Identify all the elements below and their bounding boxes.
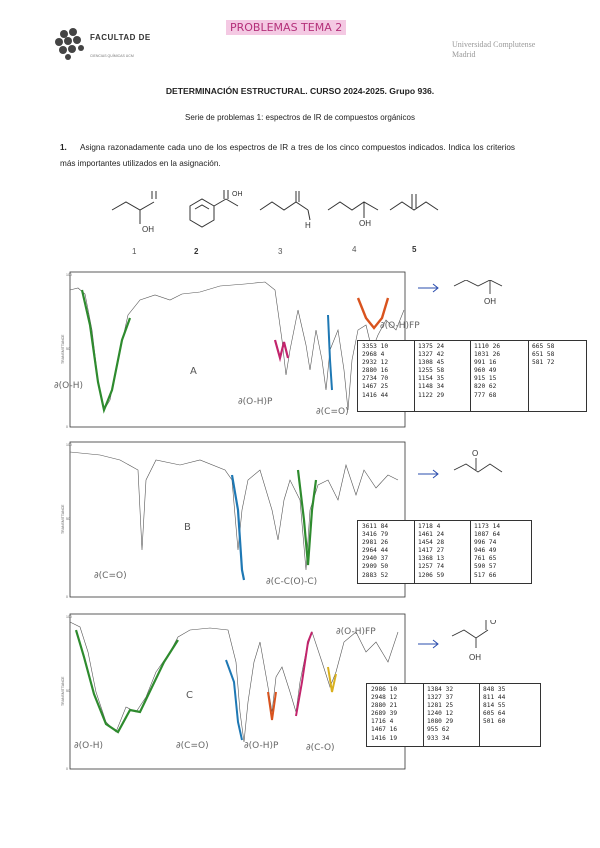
table-cell: 1255 58	[418, 367, 445, 375]
question-number: 1.	[60, 143, 67, 152]
molecule-label-1: 1	[132, 247, 137, 256]
table-cell: 933 34	[427, 734, 450, 742]
table-cell: 517 66	[474, 571, 497, 579]
annot-b-co: ∂(C=O)	[94, 571, 127, 581]
svg-text:TRANSMITTANCE: TRANSMITTANCE	[61, 334, 65, 364]
spectrum-b-letter: B	[184, 522, 191, 533]
arrow-c	[418, 640, 438, 648]
table-a-col-4	[532, 343, 554, 367]
table-b-col-1	[362, 523, 388, 580]
table-cell: 3353 10	[362, 343, 389, 350]
table-cell: 2880 16	[362, 367, 389, 375]
table-cell: 2968 4	[362, 351, 385, 359]
table-cell: 651 58	[532, 351, 555, 359]
faculty-logo	[50, 26, 92, 60]
university-name	[452, 40, 535, 60]
question-1	[60, 140, 515, 172]
table-cell: 777 68	[474, 391, 497, 399]
answer-b-atom: O	[472, 450, 479, 458]
annot-c-c-o: ∂(C-O)	[306, 743, 335, 753]
table-cell: 1716 4	[371, 718, 394, 726]
table-cell: 1454 28	[418, 539, 445, 547]
table-cell: 605 64	[483, 710, 506, 718]
svg-text:50: 50	[66, 347, 70, 351]
svg-text:0: 0	[66, 767, 68, 771]
annot-a-ohfp: ∂(O-H)FP	[380, 321, 420, 331]
table-cell: 1206 59	[418, 571, 445, 579]
table-cell: 2883 52	[362, 571, 389, 579]
table-c-col-3	[483, 686, 505, 726]
svg-text:100: 100	[66, 443, 72, 447]
university-line-1: Universidad Complutense	[452, 40, 536, 49]
table-cell: 3611 84	[362, 523, 389, 530]
table-cell: 3416 79	[362, 531, 389, 539]
table-cell: 848 35	[483, 686, 506, 693]
mol-4-atom: OH	[359, 219, 371, 228]
table-cell: 2909 50	[362, 563, 389, 571]
table-b-col-2	[418, 523, 444, 580]
mol-2-atom: OH	[232, 191, 243, 198]
faculty-name: FACULTAD DE	[90, 33, 151, 42]
table-cell: 814 55	[483, 702, 506, 710]
table-cell: 811 44	[483, 694, 506, 702]
table-cell: 1718 4	[418, 523, 441, 530]
answer-a-atom: OH	[484, 297, 496, 306]
peak-table-b	[357, 520, 532, 584]
table-cell: 946 49	[474, 547, 497, 555]
document-title: DETERMINACIÓN ESTRUCTURAL. CURSO 2024-2025. Grupo 936.	[165, 86, 435, 96]
svg-text:50: 50	[66, 517, 70, 521]
spectrum-a-letter: A	[190, 366, 197, 377]
table-cell: 1327 42	[418, 351, 445, 359]
table-cell: 1080 29	[427, 718, 454, 726]
table-cell: 1461 24	[418, 531, 445, 539]
table-cell: 915 15	[474, 375, 497, 383]
table-cell: 1257 74	[418, 563, 445, 571]
series-title: Serie de problemas 1: espectros de IR de compuestos orgánicos	[185, 113, 415, 122]
table-cell: 1308 45	[418, 359, 445, 367]
table-a-col-1	[362, 343, 388, 400]
table-cell: 1087 64	[474, 531, 501, 539]
svg-text:TRANSMITTANCE: TRANSMITTANCE	[61, 504, 65, 534]
peak-table-c	[366, 683, 541, 747]
molecules-row	[100, 188, 440, 260]
mol-3-atom: H	[305, 221, 311, 230]
table-cell: 955 62	[427, 726, 450, 734]
table-c-col-1	[371, 686, 397, 743]
molecule-label-2: 2	[194, 247, 199, 256]
table-cell: 2689 39	[371, 710, 398, 718]
table-cell: 1384 32	[427, 686, 454, 693]
molecule-3-drawing	[260, 191, 310, 220]
table-a-col-2	[418, 343, 444, 400]
table-cell: 590 57	[474, 563, 497, 571]
table-cell: 2964 44	[362, 547, 389, 555]
table-cell: 1031 26	[474, 351, 501, 359]
svg-text:50: 50	[66, 689, 70, 693]
table-cell: 1148 34	[418, 383, 445, 391]
table-cell: 1416 19	[371, 734, 398, 742]
molecule-4-drawing	[328, 202, 378, 218]
svg-text:0: 0	[66, 425, 68, 429]
table-cell: 2940 37	[362, 555, 389, 563]
table-cell: 1368 13	[418, 555, 445, 563]
table-cell: 761 65	[474, 555, 497, 563]
mol-1-atom: OH	[142, 225, 154, 234]
annot-c-oh: ∂(O-H)	[74, 741, 104, 751]
table-a-col-3	[474, 343, 500, 400]
university-line-2: Madrid	[452, 50, 476, 59]
arrow-a	[418, 284, 438, 292]
table-cell: 1173 14	[474, 523, 501, 530]
molecule-5-drawing	[390, 194, 438, 210]
table-cell: 2932 12	[362, 359, 389, 367]
table-cell: 1154 35	[418, 375, 445, 383]
table-cell: 960 49	[474, 367, 497, 375]
table-b-col-3	[474, 523, 500, 580]
table-cell: 2986 10	[371, 686, 398, 693]
molecule-1-drawing	[112, 191, 156, 224]
annot-c-ohfp: ∂(O-H)FP	[336, 627, 376, 637]
molecule-label-5: 5	[412, 245, 417, 254]
table-cell: 581 72	[532, 359, 555, 367]
table-cell: 2981 26	[362, 539, 389, 547]
table-cell: 1122 29	[418, 391, 445, 399]
answer-c-atom: OH	[469, 653, 481, 662]
annot-a-ohp: ∂(O-H)P	[238, 397, 273, 407]
annot-c-ohp: ∂(O-H)P	[244, 741, 279, 751]
svg-text:100: 100	[66, 273, 72, 277]
annot-a-co: ∂(C=O)	[316, 407, 349, 417]
spectrum-c-letter: C	[186, 690, 193, 701]
peak-table-a	[357, 340, 587, 412]
table-cell: 2880 21	[371, 702, 398, 710]
table-cell: 1417 27	[418, 547, 445, 555]
molecule-label-4: 4	[352, 245, 357, 254]
question-text: Asigna razonadamente cada uno de los espectros de IR a tres de los cinco compuestos indicados. Indica los criterios más importantes utilizados en la asignación.	[60, 143, 515, 168]
arrow-b	[418, 470, 438, 478]
annot-c-co: ∂(C=O)	[176, 741, 209, 751]
table-cell: 665 58	[532, 343, 555, 350]
answer-c-atom-2: O	[490, 620, 497, 626]
table-cell: 1327 37	[427, 694, 454, 702]
table-cell: 1281 25	[427, 702, 454, 710]
table-cell: 996 74	[474, 539, 497, 547]
table-cell: 991 16	[474, 359, 497, 367]
faculty-subtitle: CIENCIAS QUÍMICAS UCM	[90, 54, 134, 58]
table-cell: 1467 25	[362, 383, 389, 391]
table-cell: 1467 16	[371, 726, 398, 734]
table-cell: 1416 44	[362, 391, 389, 399]
table-cell: 820 62	[474, 383, 497, 391]
annot-b-cco: ∂(C-C(O)-C)	[266, 577, 318, 587]
table-cell: 2948 12	[371, 694, 398, 702]
annot-a-oh: ∂(O-H)	[54, 381, 84, 391]
table-c-col-2	[427, 686, 453, 743]
svg-text:0: 0	[66, 595, 68, 599]
handwritten-title: PROBLEMAS TEMA 2	[226, 20, 346, 35]
table-cell: 1375 24	[418, 343, 445, 350]
svg-text:100: 100	[66, 615, 72, 619]
molecule-2-drawing	[190, 190, 238, 227]
svg-text:TRANSMITTANCE: TRANSMITTANCE	[61, 676, 65, 706]
table-cell: 1110 26	[474, 343, 501, 350]
table-cell: 1240 12	[427, 710, 454, 718]
molecule-label-3: 3	[278, 247, 283, 256]
table-cell: 2734 70	[362, 375, 389, 383]
table-cell: 501 60	[483, 718, 506, 726]
